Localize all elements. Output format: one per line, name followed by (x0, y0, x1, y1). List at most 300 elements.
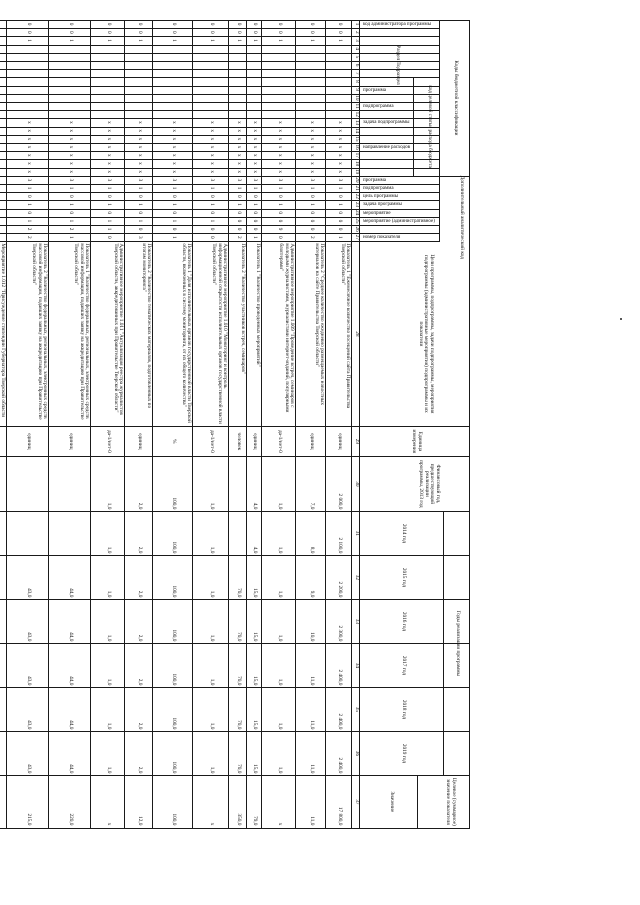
code-cell: 1 (337, 235, 343, 239)
row-year-value: 2,0 (137, 546, 143, 554)
code-cell: 0 (68, 211, 74, 215)
row-year-value: 43,0 (26, 720, 32, 730)
code-cell: 0 (337, 227, 343, 231)
row-year-value: 1,0 (277, 678, 283, 686)
code-cell: 0 (236, 194, 242, 198)
row-year-value: 44,0 (68, 676, 74, 686)
code-cell: x (252, 137, 259, 141)
code-cell: 0 (171, 211, 177, 215)
row-description: Показатель 2 "Среднее количество ежедневно размещаемых новостных материалов на сайте Правительства Тверской области" (313, 243, 326, 406)
code-cell: x (277, 129, 283, 133)
grid-line (0, 86, 440, 87)
code-cell: 1 (26, 39, 32, 42)
code-cell: 9 (277, 227, 283, 231)
row-year-value: 2 400,0 (337, 713, 343, 730)
column-number: 27 (353, 234, 360, 240)
code-cell: x (137, 121, 143, 124)
header-year-5: 2018 год (401, 699, 407, 719)
row-description: Показатель 1 "Количество проведенных мероприятий" (255, 243, 262, 367)
grid-line (0, 110, 440, 111)
code-cell: x (68, 170, 74, 174)
row-year-value: 11,0 (309, 764, 315, 774)
row-year-value: 1,0 (209, 722, 215, 730)
row-year-value: 1,0 (277, 590, 283, 598)
grid-line (6, 20, 7, 828)
code-cell: x (171, 170, 177, 174)
code-cell: x (106, 137, 112, 141)
code-cell: 1 (236, 203, 242, 206)
row-description: Показатель 1 "Количество федеральных, региональных, электронных средств массовой информации, подавших заявку на аккредитацию при Правительстве Тверской области" (73, 243, 91, 420)
header-budget-codes: Коды бюджетной классификации (453, 60, 459, 136)
row-year-value: 43,0 (26, 764, 32, 774)
row-year-value: 43,0 (26, 632, 32, 642)
code-cell: 1 (68, 203, 74, 206)
header-task-subprogram: задача подпрограммы (363, 120, 410, 126)
code-cell: x (209, 170, 215, 174)
code-cell: x (337, 137, 343, 141)
code-cell: 1 (171, 219, 177, 223)
grid-line (0, 28, 440, 29)
row-year-value: 1,0 (277, 634, 283, 642)
row-year-value: 2,0 (137, 766, 143, 774)
grid-line (0, 209, 440, 210)
column-number: 23 (353, 201, 360, 208)
code-cell: 0 (68, 194, 74, 198)
row-description: Показатель 2 "Количество участников встреч, семинаров" (240, 243, 247, 375)
code-cell: x (171, 129, 177, 133)
grid-line (443, 511, 444, 775)
code-cell: x (236, 170, 242, 174)
column-number: 11 (353, 103, 360, 109)
row-year-value: 70,0 (236, 720, 242, 730)
row-year-value: 2 300,0 (337, 625, 343, 642)
code-cell: 3 (209, 178, 215, 182)
row-year-value: 44,0 (68, 632, 74, 642)
row-year-value: 11,0 (309, 676, 315, 686)
code-cell: 1 (68, 186, 74, 190)
code-cell: 0 (252, 227, 259, 231)
grid-line (469, 20, 470, 828)
column-number: 8 (353, 80, 360, 83)
code-cell: 0 (106, 22, 112, 26)
grid-line (0, 143, 440, 144)
column-number: 25 (353, 218, 360, 224)
code-cell: 1 (68, 219, 74, 223)
code-cell: 2 (26, 235, 32, 239)
row-target-value: x (106, 822, 112, 826)
program-indicators-table (0, 20, 470, 829)
code-cell: 1 (171, 203, 177, 206)
row-year-value: 1,0 (106, 766, 112, 774)
row-year-value: 70,0 (236, 676, 242, 686)
row-base-value: 7,0 (309, 502, 315, 510)
code-cell: 0 (209, 22, 215, 26)
code-cell: 2 (309, 235, 315, 239)
header-target-code: код целевой статьи расхода бюджета (427, 85, 433, 168)
code-cell: 0 (337, 219, 343, 223)
row-unit: да-1/нет-0 (106, 429, 112, 453)
code-cell: x (171, 145, 177, 149)
row-description: Административное мероприятие 1.009 "Проведение встреч, семинаров с молодыми журналистами, журналистами интернет-изданий, популярными блоггерами" (278, 243, 296, 413)
grid-line (0, 53, 440, 54)
row-base-value: 1,0 (209, 502, 215, 510)
code-cell: x (137, 162, 143, 165)
row-description: Показатель 2 "Количество тематических материалов, подготовленных по итогам мониторинга" (140, 243, 153, 409)
row-description: Административное мероприятие 1.010 "Мониторинг и контроль информационной открытости исполнительных органов государственной власти Тверской области" (211, 243, 229, 424)
code-cell: 3 (137, 178, 143, 182)
code-cell: 1 (106, 227, 112, 231)
row-base-value: 1,0 (277, 502, 283, 510)
code-cell: 1 (106, 219, 112, 223)
grid-line (0, 151, 440, 152)
code-cell: x (68, 145, 74, 149)
grid-line (440, 176, 470, 177)
code-cell: 0 (252, 219, 259, 223)
header-subsection: Подраздел (395, 61, 401, 85)
grid-line (0, 184, 440, 185)
code-cell: x (68, 129, 74, 133)
code-cell: 1 (106, 203, 112, 206)
code-cell: 1 (137, 39, 143, 42)
header-years-group: Годы реализации программы (455, 610, 461, 677)
header-d-indicator: номер показателя (363, 235, 401, 241)
row-base-value: 2,0 (137, 502, 143, 510)
row-year-value: 11,0 (309, 720, 315, 730)
code-cell: 1 (309, 39, 315, 42)
grid-line (0, 192, 440, 193)
code-cell: x (68, 121, 74, 124)
grid-line (0, 176, 440, 177)
grid-line (0, 94, 440, 95)
row-year-value: 2,0 (137, 590, 143, 598)
column-number: 29 (353, 438, 360, 445)
row-year-value: 100,0 (171, 717, 177, 730)
row-year-value: 1,0 (277, 766, 283, 774)
header-year-3: 2016 год (401, 611, 407, 631)
row-year-value: 1,0 (277, 722, 283, 730)
code-cell: 1 (68, 235, 74, 239)
code-cell: x (337, 145, 343, 149)
code-cell: x (26, 153, 32, 157)
header-year-1: 2014 год (401, 523, 407, 543)
row-year-value: 1,0 (106, 590, 112, 598)
code-cell: 0 (252, 211, 259, 215)
row-year-value: 9,0 (309, 590, 315, 598)
code-cell: x (209, 153, 215, 157)
row-year-value: 1,0 (209, 546, 215, 554)
grid-line (0, 200, 440, 201)
code-cell: 0 (106, 211, 112, 215)
code-cell: x (337, 129, 343, 133)
code-cell: 0 (137, 227, 143, 231)
code-cell: x (309, 170, 315, 174)
header-goal-column: Цели программы, подпрограммы, задачи подпрограммы, мероприятия подпрограммы (административные мероприятия) подпрограммы и их показатели (417, 254, 435, 414)
row-year-value: 2 200,0 (337, 581, 343, 598)
code-cell: 3 (171, 178, 177, 182)
grid-line (295, 20, 296, 828)
code-cell: 0 (106, 235, 112, 239)
row-description: Показатель 2 "Количество федеральных, региональных, электронных средств массовой информации, подавших заявку на аккредитацию при Правительстве Тверской области" (31, 243, 49, 420)
column-number: 2 (353, 30, 360, 34)
column-number: 17 (353, 152, 360, 158)
row-year-value: 100,0 (171, 541, 177, 554)
column-number: 32 (353, 574, 360, 581)
column-number: 9 (353, 88, 360, 92)
row-unit: человек (236, 432, 242, 451)
row-year-value: 2 400,0 (337, 669, 343, 686)
code-cell: 1 (171, 235, 177, 239)
grid-line (124, 20, 125, 828)
code-cell: 1 (137, 203, 143, 206)
row-year-value: 2,0 (137, 722, 143, 730)
code-cell: 0 (277, 235, 283, 239)
column-number: 19 (353, 169, 360, 175)
row-year-value: 1,0 (106, 678, 112, 686)
code-cell: x (337, 121, 343, 124)
code-cell: 1 (137, 219, 143, 223)
code-cell: 3 (68, 178, 74, 182)
code-cell: 1 (171, 39, 177, 42)
code-cell: 1 (252, 203, 259, 206)
column-number: 15 (353, 136, 360, 142)
row-year-value: 8,0 (309, 546, 315, 554)
code-cell: x (26, 121, 32, 124)
code-cell: 1 (337, 186, 343, 190)
header-program: программа (363, 87, 386, 93)
code-cell: 0 (236, 227, 242, 231)
code-cell: 1 (26, 219, 32, 223)
row-target-value: 100,0 (171, 813, 177, 826)
code-cell: 0 (277, 219, 283, 223)
code-cell: x (26, 137, 32, 141)
code-cell: 3 (309, 178, 315, 182)
row-year-value: 44,0 (68, 764, 74, 774)
header-section: Раздел (395, 45, 401, 61)
header-extra-codes: Дополнительный аналитический код (459, 175, 465, 259)
code-cell: 3 (106, 178, 112, 182)
header-target-column: Целевое (суммарное) значение показателя (445, 777, 457, 826)
column-number: 1 (353, 22, 360, 26)
code-cell: 1 (171, 186, 177, 190)
row-unit: единиц (337, 433, 343, 450)
row-base-value: 2 000,0 (337, 493, 343, 510)
column-number: 18 (353, 160, 360, 167)
row-year-value: 1,0 (106, 546, 112, 554)
row-base-value: 4,0 (252, 502, 259, 510)
code-cell: x (252, 121, 259, 124)
grid-line (0, 159, 440, 160)
row-year-value: 43,0 (26, 676, 32, 686)
grid-line (0, 233, 440, 234)
code-cell: x (252, 162, 259, 165)
row-year-value: 15,0 (252, 676, 259, 686)
row-unit: да-1/нет-0 (209, 429, 215, 453)
column-number: 14 (353, 128, 360, 134)
code-cell: x (236, 121, 242, 124)
code-cell: 0 (171, 194, 177, 198)
code-cell: 0 (106, 194, 112, 198)
grid-line (0, 135, 440, 136)
code-cell: x (68, 162, 74, 165)
grid-line (228, 20, 229, 828)
grid-line (48, 20, 49, 828)
code-cell: x (137, 153, 143, 157)
row-unit: единиц (26, 433, 32, 450)
row-year-value: 1,0 (106, 722, 112, 730)
grid-line (0, 456, 470, 457)
row-year-value: 44,0 (68, 720, 74, 730)
header-admin-code: код администратора программы (363, 22, 432, 28)
row-target-value: x (209, 822, 215, 826)
code-cell: x (26, 145, 32, 149)
code-cell: 1 (209, 219, 215, 223)
header-year-6: 2019 год (401, 743, 407, 763)
row-year-value: 10,0 (309, 632, 315, 642)
code-cell: x (236, 137, 242, 141)
code-cell: x (209, 145, 215, 149)
code-cell: x (209, 129, 215, 133)
code-cell: x (106, 170, 112, 174)
header-unit-column: Единица измерения (411, 429, 423, 454)
grid-line (192, 20, 193, 828)
code-cell: 1 (252, 186, 259, 190)
code-cell: 0 (277, 30, 283, 34)
code-cell: 0 (236, 30, 242, 34)
code-cell: 0 (309, 211, 315, 215)
column-number: 16 (353, 144, 360, 150)
row-target-value: 350,0 (236, 813, 242, 826)
code-cell: 0 (137, 194, 143, 198)
code-cell: x (68, 153, 74, 157)
row-year-value: 15,0 (252, 720, 259, 730)
row-target-value: 79,0 (252, 816, 259, 826)
code-cell: x (309, 129, 315, 133)
code-cell: 0 (137, 22, 143, 26)
code-cell: x (236, 153, 242, 157)
grid-line (0, 217, 440, 218)
code-cell: 3 (252, 178, 259, 182)
grid-line (325, 20, 326, 828)
code-cell: 0 (209, 194, 215, 198)
row-year-value: 1,0 (209, 766, 215, 774)
code-cell: x (252, 170, 259, 174)
header-year-2: 2015 год (401, 567, 407, 587)
code-cell: 1 (337, 203, 343, 206)
code-cell: x (236, 162, 242, 165)
row-year-value: 100,0 (171, 673, 177, 686)
code-cell: 0 (236, 22, 242, 26)
code-cell: x (68, 137, 74, 141)
row-description: Мероприятие 1.012 "Присуждение стипендии Губернатора Тверской области (0, 243, 7, 418)
code-cell: 2 (236, 235, 242, 239)
grid-line (261, 20, 262, 828)
row-year-value: 70,0 (236, 632, 242, 642)
header-d-activity: мероприятие (363, 210, 391, 216)
code-cell: 0 (26, 22, 32, 26)
code-cell: 1 (26, 186, 32, 190)
code-cell: 0 (337, 194, 343, 198)
code-cell: 1 (209, 203, 215, 206)
code-cell: x (236, 129, 242, 133)
header-expense-direction: направление расходов (363, 145, 410, 150)
code-cell: x (337, 162, 343, 165)
row-year-value: 44,0 (68, 588, 74, 598)
column-number: 26 (353, 226, 360, 232)
code-cell: x (171, 137, 177, 141)
column-number: 24 (353, 210, 360, 216)
row-year-value: 100,0 (171, 761, 177, 774)
column-number: 30 (353, 481, 360, 487)
code-cell: x (106, 121, 112, 124)
row-year-value: 2,0 (137, 634, 143, 642)
column-number: 35 (353, 706, 360, 713)
row-year-value: 70,0 (236, 764, 242, 774)
code-cell: 0 (209, 30, 215, 34)
code-cell: 0 (337, 211, 343, 215)
code-cell: 1 (252, 235, 259, 239)
row-year-value: 15,0 (252, 764, 259, 774)
grid-line (439, 176, 440, 242)
code-cell: 2 (26, 227, 32, 231)
header-target-value: Значение (389, 791, 395, 813)
code-cell: x (277, 162, 283, 165)
grid-line (0, 102, 440, 103)
column-number: 22 (353, 193, 360, 199)
code-cell: x (252, 153, 259, 157)
grid-line (90, 20, 91, 828)
code-cell: x (309, 121, 315, 124)
code-cell: x (252, 145, 259, 149)
code-cell: 0 (236, 211, 242, 215)
code-cell: 1 (68, 39, 74, 42)
grid-line (0, 45, 440, 46)
code-cell: x (137, 137, 143, 141)
code-cell: 0 (252, 30, 259, 34)
grid-line (152, 20, 153, 828)
header-year-4: 2017 год (401, 655, 407, 675)
code-cell: 1 (209, 39, 215, 42)
row-target-value: 215,0 (26, 813, 32, 826)
column-number: 31 (353, 530, 360, 537)
code-cell: 0 (171, 22, 177, 26)
row-year-value: 43,0 (26, 588, 32, 598)
code-cell: x (277, 170, 283, 174)
row-year-value: 2,0 (137, 678, 143, 686)
row-year-value: 1,0 (209, 590, 215, 598)
code-cell: 1 (309, 203, 315, 206)
code-cell: 0 (309, 22, 315, 26)
row-base-value: 100,0 (171, 497, 177, 510)
column-number: 34 (353, 662, 360, 669)
code-cell: 1 (277, 186, 283, 190)
code-cell: 0 (209, 235, 215, 239)
code-cell: x (337, 153, 343, 157)
header-d-program-goal: цель программы (363, 194, 399, 200)
grid-line (0, 127, 440, 128)
row-year-value: 100,0 (171, 629, 177, 642)
column-number: 20 (353, 177, 360, 183)
code-cell: 1 (337, 39, 343, 42)
row-year-value: 4,0 (252, 546, 259, 554)
code-cell: 3 (236, 178, 242, 182)
grid-line (0, 168, 440, 169)
row-unit: да-1/нет-0 (277, 429, 283, 453)
code-cell: 0 (309, 30, 315, 34)
code-cell: x (106, 153, 112, 157)
header-d-program-task: задача программы (363, 202, 402, 208)
code-cell: 0 (137, 211, 143, 215)
code-cell: 0 (277, 211, 283, 215)
